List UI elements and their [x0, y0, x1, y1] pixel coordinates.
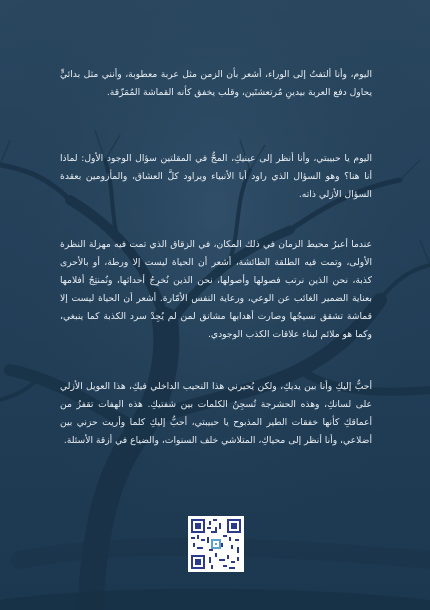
- qr-code: [188, 516, 244, 572]
- paragraph-1: اليوم، وأنا ألتفتُ إلى الوراء، أشعر بأن الزمن مثل عربة معطوبة، وأنني مثل بدائيٍّ يحاول دفع العربة بيدينِ مُرتعشتَين، وقلب يخفق كأنه القماشة المُمَزّقة.: [60, 69, 372, 98]
- paragraph-4: أحبُّ إليكِ وأنا بين يديكِ، ولكن يُحيرني هذا النحيب الداخلي فيكِ، هذا العويل الأزلي على لسانكِ، وهذه الحشرجة تُسجِنُ الكلمات بين شفتيكِ. هذه الهفات تقفزُ من أعماقكِ كأنها خفقات الطير المذبوح يا حبيبتي، أحبُّ إليكِ كلما وأريت حزني بين أضلاعي، وأنا أنظر إلى محياكِ، المتلاشي خلف السنوات، والضياع في أزقة الأسئلة.: [60, 381, 372, 446]
- paragraph-3: عندما أعبرُ محيط الزمان في ذلك المكان، في الزقاق الذي تمت فيه مهزلة النظرة الأولى، وتمت فيه الطلقة الطائشة، أشعر أن الحياة ليست إلا ورطة، أو بالأحرى كذبة، نحن الذين نرتب فصولها وأصولها، نحن الذين نُخرِجُ أحداثها، ونُمنتِجُ أفلامها بعناية الضمير الغائب عن الوعي، ورعاية النفس الأمّارة. أشعر أن الحياة ليست إلا قماشة تشقق نسيجُها وصارت أهدابها مشانق لمن لم يُجِدْ سرد الكذبة كما ينبغي، وكما هو ملائم لبناء علاقات الكذب الوجودي.: [60, 239, 372, 340]
- paragraph-2: اليوم يا حبيبتي، وأنا أنظر إلى عينيكِ، المجُّ في المقلتين سؤال الوجود الأول: لماذا أنا هنا؟ وهو السؤال الذي راود أبا الأنبياء ويراود كلَّ العشاق، والمأزومين بعقدة السؤال الأزلي ذاته.: [60, 153, 372, 200]
